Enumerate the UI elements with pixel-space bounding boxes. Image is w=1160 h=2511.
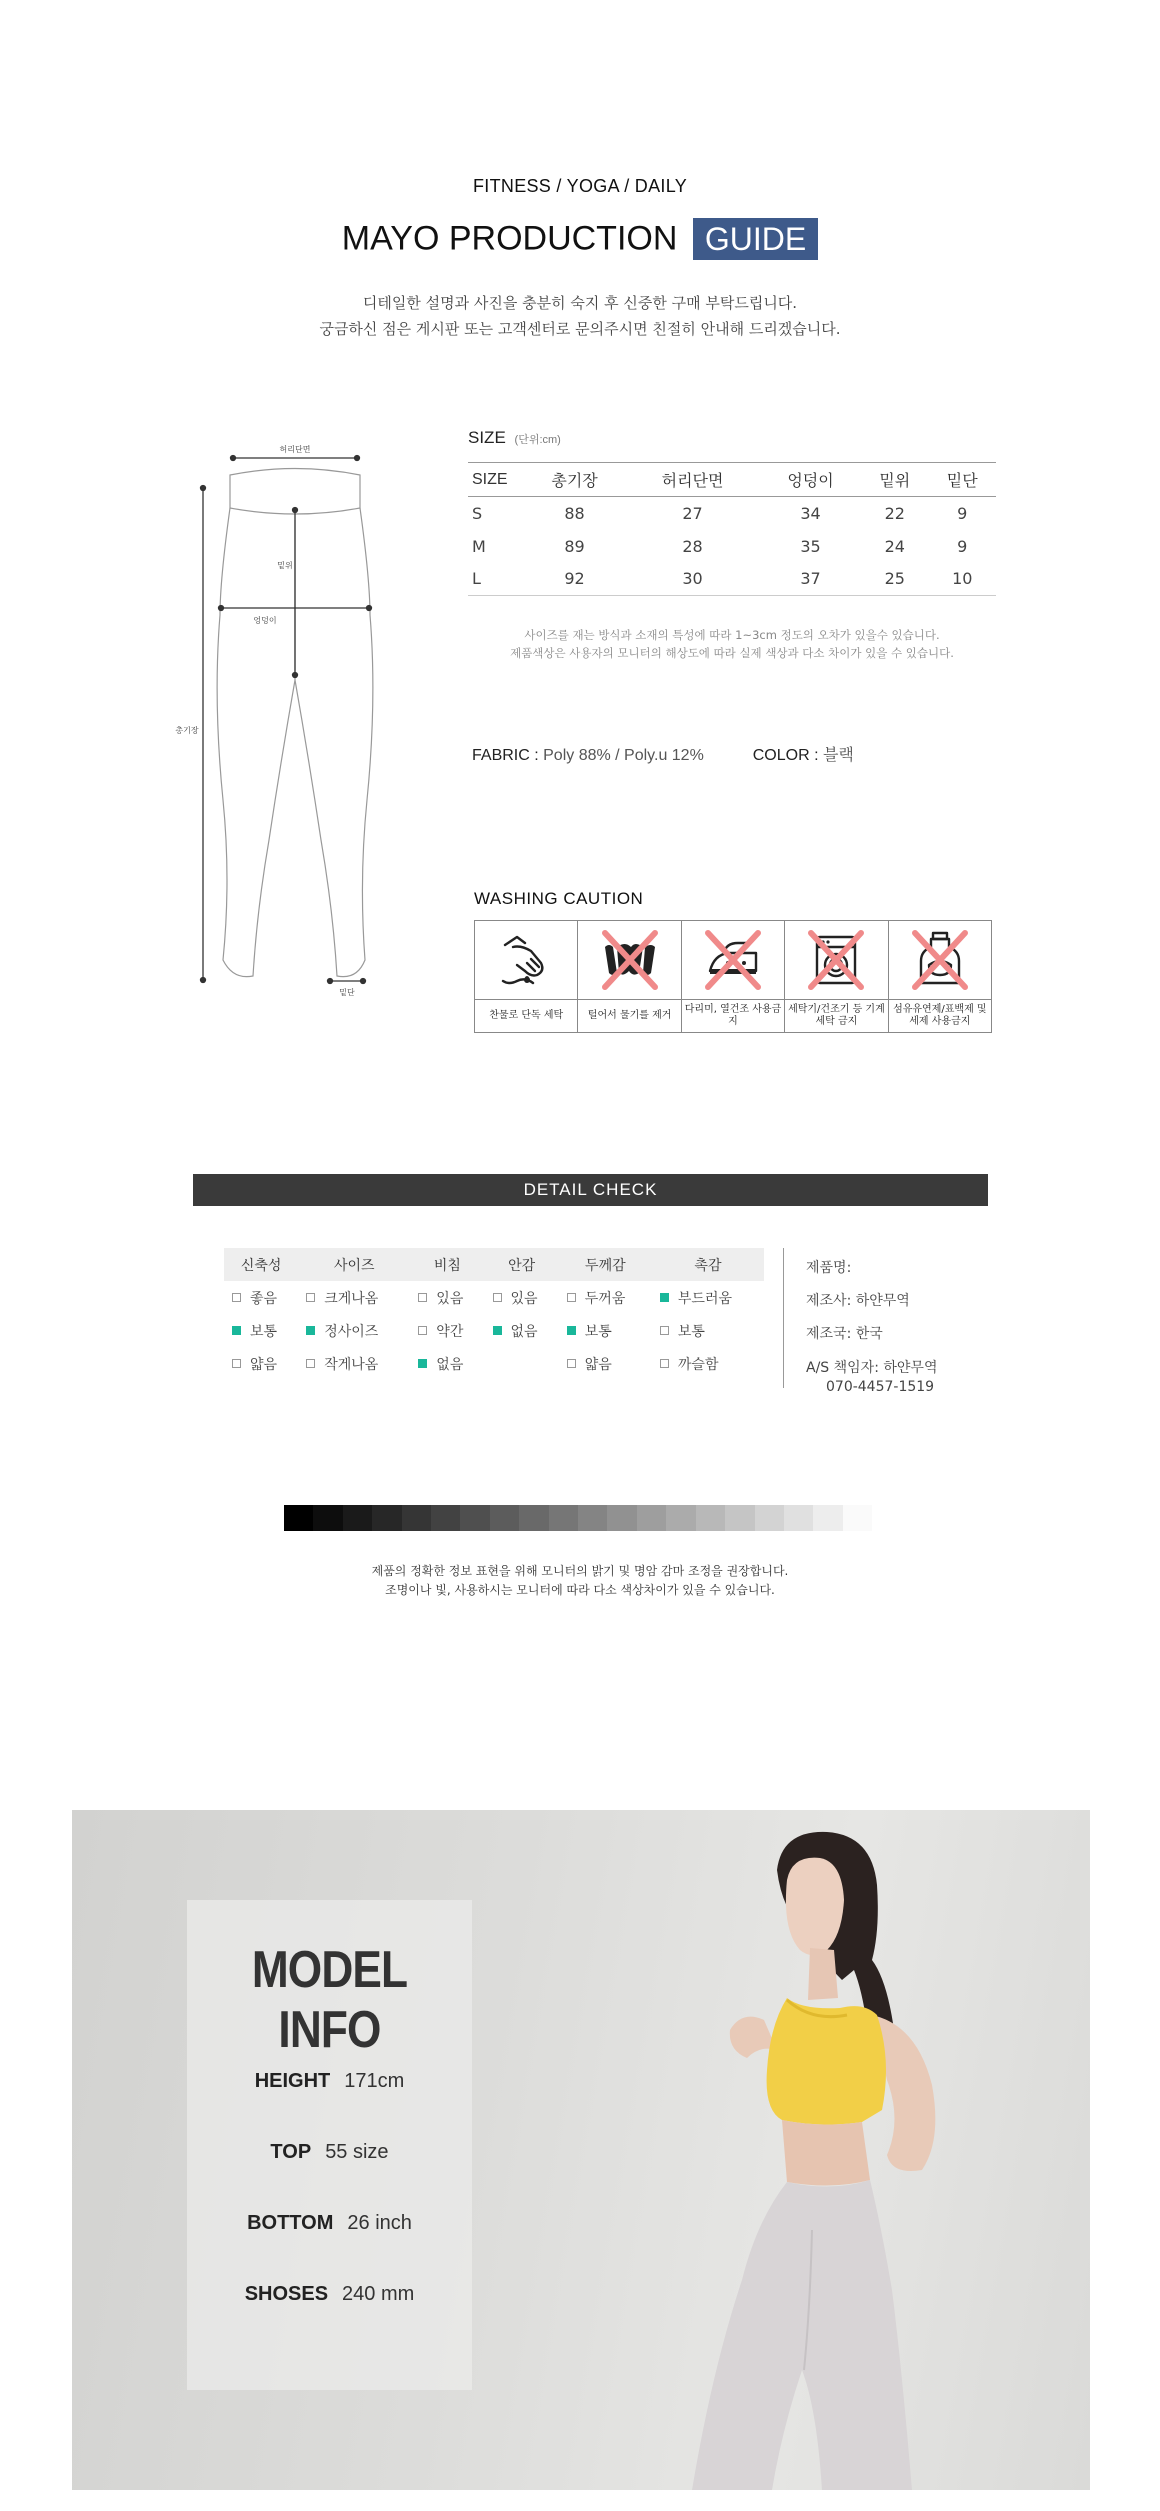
size-cell: M [472,536,486,556]
diagram-label-hem: 밑단 [339,988,355,997]
detail-option-label: 좋음 [250,1290,278,1307]
unchecked-box-icon [418,1326,427,1335]
grayscale-swatch [607,1505,636,1531]
hand-wash-icon [491,925,561,995]
model-height-label: HEIGHT [254,2070,331,2092]
unchecked-box-icon [232,1293,241,1302]
guide-badge: GUIDE [693,218,818,260]
size-cell: 35 [800,536,821,556]
detail-cell [410,1314,484,1347]
detail-option-label: 두꺼움 [584,1290,626,1307]
size-cell: 88 [564,503,585,523]
model-top-label: TOP [270,2141,312,2163]
size-cell: 28 [682,536,703,556]
detail-cell [410,1281,484,1314]
fabric-info [472,742,854,765]
fabric-value: Poly 88% / Poly.u 12% [543,747,704,764]
checked-box-icon [660,1293,669,1302]
checked-box-icon [567,1326,576,1335]
unchecked-box-icon [660,1326,669,1335]
washing-label: 다리미, 열건조 사용금지 [684,1004,782,1027]
detail-option-label: 보통 [584,1323,612,1340]
detail-cell [485,1281,559,1314]
washing-label: 찬물로 단독 세탁 [489,1010,564,1021]
detail-cell [224,1314,298,1347]
size-col-header: 밑위 [861,463,928,497]
size-col-header: 허리단면 [625,463,760,497]
model-bottom-label: BOTTOM [247,2212,334,2234]
detail-cell [485,1314,559,1347]
detail-option [232,1321,277,1341]
product-phone: 070-4457-1519 [826,1379,935,1395]
model-shoes-value: 240 mm [342,2283,415,2305]
detail-option [660,1288,732,1308]
grayscale-note-line-2: 조명이나 빛, 사용하시는 모니터에 따라 다소 색상차이가 있을 수 있습니다. [385,1583,775,1597]
size-table [468,462,996,596]
brand-name: MAYO PRODUCTION [341,219,678,258]
detail-option [306,1354,378,1374]
grayscale-swatch [578,1505,607,1531]
size-col-header: SIZE [468,463,524,497]
grayscale-swatch [696,1505,725,1531]
grayscale-swatch [343,1505,372,1531]
detail-col-header: 신축성 [224,1248,298,1281]
detail-cell [298,1314,410,1347]
detail-option [567,1354,612,1374]
detail-cell [298,1281,410,1314]
detail-option [660,1354,719,1374]
detail-option-label: 없음 [436,1356,464,1373]
detail-option-label: 얇음 [584,1356,612,1373]
model-photo [542,1810,1090,2490]
grayscale-swatch [549,1505,578,1531]
detail-option-label: 까슬함 [677,1356,719,1373]
size-cell: 27 [682,503,703,523]
size-cell: S [472,503,483,523]
detail-cell [652,1347,764,1380]
checked-box-icon [232,1326,241,1335]
diagram-label-hip: 엉덩이 [253,616,277,625]
model-height-row [187,2068,472,2093]
model-info-panel [187,1900,472,2390]
grayscale-swatch [666,1505,695,1531]
detail-cell [224,1347,298,1380]
header-desc-line-1: 디테일한 설명과 사진을 충분히 숙지 후 신중한 구매 부탁드립니다. [362,294,798,312]
detail-option [418,1354,463,1374]
detail-option-label: 약간 [436,1323,464,1340]
product-country: 제조국: 한국 [806,1326,883,1342]
grayscale-swatch [372,1505,401,1531]
table-row [468,563,996,596]
washing-label: 세탁기/건조기 등 기계세탁 금지 [788,1004,885,1027]
product-as: A/S 책임자: 하얀무역 [806,1360,938,1376]
size-col-header: 엉덩이 [760,463,861,497]
detail-option-label: 있음 [436,1290,464,1307]
detail-cell [652,1314,764,1347]
size-cell: 92 [524,563,625,596]
detail-option [418,1288,463,1308]
detail-col-header: 두께감 [559,1248,652,1281]
detail-col-header: 촉감 [652,1248,764,1281]
detail-cell [485,1347,559,1380]
detail-cell [652,1281,764,1314]
grayscale-swatch [402,1505,431,1531]
washing-item [475,921,578,1032]
checked-box-icon [306,1326,315,1335]
detail-option-label: 없음 [510,1323,538,1340]
detail-cell [298,1347,410,1380]
detail-option-label: 부드러움 [677,1290,733,1307]
no-wring-icon [595,925,665,995]
product-maker: 제조사: 하얀무역 [806,1293,910,1309]
size-table-header [468,463,996,497]
detail-option [232,1288,277,1308]
detail-cell [559,1281,652,1314]
size-col-header: 밑단 [929,463,996,497]
detail-option-label: 보통 [250,1323,278,1340]
detail-cell [559,1347,652,1380]
grayscale-swatch [725,1505,754,1531]
washing-item [889,921,991,1032]
detail-option-label: 보통 [677,1323,705,1340]
size-note-line-1: 사이즈를 재는 방식과 소재의 특성에 따라 1~3cm 정도의 오차가 있을수 있습니다. [524,628,940,642]
size-note-line-2: 제품색상은 사용자의 모니터의 해상도에 따라 실제 색상과 다소 차이가 있을 수 있습니다. [510,646,954,660]
size-cell: 10 [929,563,996,596]
model-info-section [72,1810,1090,2490]
checked-box-icon [493,1326,502,1335]
size-unit: (단위:cm) [514,434,561,446]
grayscale-swatch [637,1505,666,1531]
header-tagline: FITNESS / YOGA / DAILY [473,176,687,196]
grayscale-swatch [313,1505,342,1531]
detail-option [232,1354,277,1374]
washing-caution-table [474,920,992,1033]
grayscale-swatch [284,1505,313,1531]
unchecked-box-icon [493,1293,502,1302]
header-title [0,218,1160,260]
unchecked-box-icon [567,1359,576,1368]
detail-option-label: 작게나옴 [324,1356,379,1373]
color-value: 블랙 [822,747,854,764]
table-row [468,497,996,530]
size-note [468,626,996,662]
grayscale-note [0,1562,1160,1600]
model-bottom-value: 26 inch [347,2212,412,2234]
detail-option [567,1288,626,1308]
color-label: COLOR : [752,747,823,764]
product-name: 제품명: [806,1260,852,1276]
diagram-label-waist: 허리단면 [279,445,311,454]
model-shoes-row [187,2281,472,2306]
checked-box-icon [418,1359,427,1368]
model-top-value: 55 size [325,2141,389,2163]
model-height-value: 171cm [344,2070,405,2092]
leggings-diagram [165,440,425,1010]
detail-option [306,1321,378,1341]
washing-label: 섬유유연제/표백제 및 세제 사용금지 [893,1004,987,1027]
detail-option-label: 크게나옴 [324,1290,379,1307]
detail-option [493,1321,538,1341]
detail-option [567,1321,612,1341]
unchecked-box-icon [306,1293,315,1302]
unchecked-box-icon [418,1293,427,1302]
table-row [468,530,996,563]
detail-option-label: 있음 [510,1290,538,1307]
grayscale-swatch [813,1505,842,1531]
size-heading [468,428,561,448]
unchecked-box-icon [306,1359,315,1368]
washing-title: WASHING CAUTION [474,889,644,908]
grayscale-bar [284,1505,872,1531]
no-iron-icon [698,925,768,995]
diagram-label-length: 총기장 [175,726,199,735]
washing-item [578,921,681,1032]
washing-item [682,921,785,1032]
detail-option [418,1321,463,1341]
table-row [224,1347,764,1380]
detail-col-header: 비침 [410,1248,484,1281]
table-row [224,1281,764,1314]
size-cell: 30 [625,563,760,596]
grayscale-swatch [460,1505,489,1531]
detail-cell [410,1347,484,1380]
detail-option [660,1321,705,1341]
model-top-row [187,2139,472,2164]
detail-col-header: 안감 [485,1248,559,1281]
size-cell: 34 [800,503,821,523]
grayscale-swatch [784,1505,813,1531]
grayscale-swatch [755,1505,784,1531]
detail-option-label: 얇음 [250,1356,278,1373]
header-desc-line-2: 궁금하신 점은 게시판 또는 고객센터로 문의주시면 친절히 안내해 드리겠습니다. [319,320,841,338]
grayscale-swatch [490,1505,519,1531]
washing-label: 털어서 물기를 제거 [587,1010,672,1021]
detail-option-label: 정사이즈 [324,1323,379,1340]
model-shoes-label: SHOSES [244,2283,329,2305]
size-cell: 9 [957,536,968,556]
diagram-label-rise: 밑위 [277,561,293,570]
size-cell: 37 [760,563,861,596]
size-cell: 24 [884,536,905,556]
fabric-label: FABRIC : [472,747,544,764]
detail-check-table [224,1248,764,1380]
detail-option [306,1288,378,1308]
size-cell: 25 [861,563,928,596]
unchecked-box-icon [660,1359,669,1368]
size-cell: L [468,563,524,596]
no-machine-wash-icon [801,925,871,995]
model-bottom-row [187,2210,472,2235]
product-info [806,1252,937,1395]
grayscale-swatch [431,1505,460,1531]
detail-check-title: DETAIL CHECK [193,1174,988,1206]
grayscale-note-line-1: 제품의 정확한 정보 표현을 위해 모니터의 밝기 및 명암 감마 조정을 권장합니다. [371,1564,789,1578]
washing-item [785,921,888,1032]
grayscale-swatch [519,1505,548,1531]
size-cell: 89 [564,536,585,556]
unchecked-box-icon [232,1359,241,1368]
no-detergent-icon [905,925,975,995]
detail-col-header: 사이즈 [298,1248,410,1281]
size-col-header: 총기장 [524,463,625,497]
detail-cell [559,1314,652,1347]
size-cell: 9 [957,503,968,523]
detail-header-row [224,1248,764,1281]
model-info-title: MODEL INFO [251,1941,408,2059]
grayscale-swatch [843,1505,872,1531]
detail-divider [783,1248,784,1388]
header-description [0,290,1160,342]
size-title: SIZE [468,428,506,447]
table-row [224,1314,764,1347]
size-cell: 22 [884,503,905,523]
unchecked-box-icon [567,1293,576,1302]
detail-cell [224,1281,298,1314]
detail-option [493,1288,538,1308]
